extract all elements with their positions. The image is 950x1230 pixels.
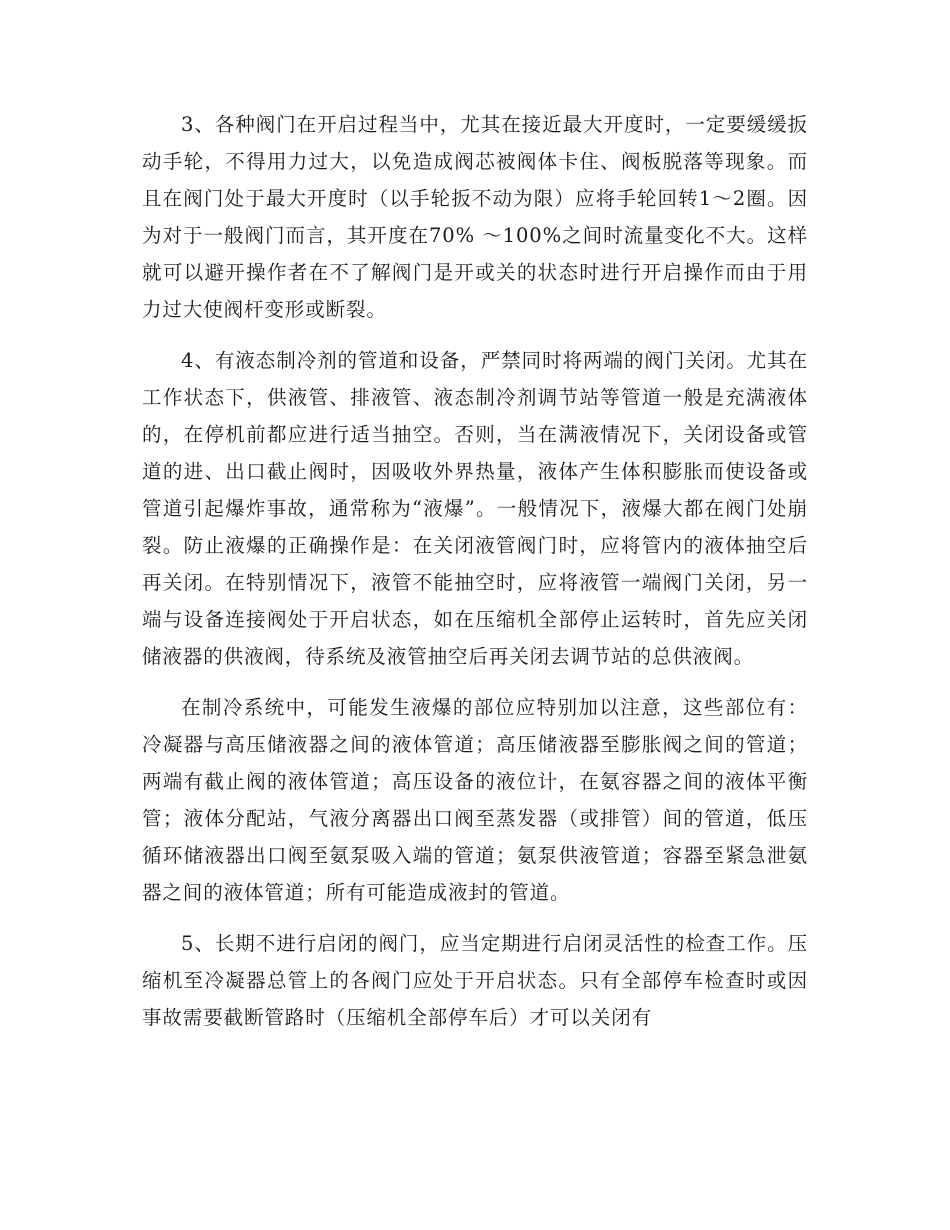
paragraph-liquid-refrigerant: 4、有液态制冷剂的管道和设备，严禁同时将两端的阀门关闭。尤其在工作状态下，供液管、排液管、液态制冷剂调节站等管道一般是充满液体的，在停机前都应进行适当抽空。否则，当在满液情况下，关闭设备或管道的进、出口截止阀时，因吸收外界热量，液体产生体积膨胀而使设备或管道引起爆炸事故，通常称为“液爆”。一般情况下，液爆大都在阀门处崩裂。防止液爆的正确操作是：在关闭液管阀门时，应将管内的液体抽空后再关闭。在特别情况下，液管不能抽空时，应将液管一端阀门关闭，另一端与设备连接阀处于开启状态，如在压缩机全部停止运转时，首先应关闭储液器的供液阀，待系统及液管抽空后再关闭去调节站的总供液阀。 [142,349,808,668]
paragraph-valve-opening: 3、各种阀门在开启过程当中，尤其在接近最大开度时，一定要缓缓扳动手轮，不得用力过大，以免造成阀芯被阀体卡住、阀板脱落等现象。而且在阀门处于最大开度时（以手轮扳不动为限）应将手轮回转1～2圈。因为对于一般阀门而言，其开度在70% ～100%之间时流量变化不大。这样就可以避开操作者在不了解阀门是开或关的状态时进行开启操作而由于用力过大使阀杆变形或断裂。 [142,113,808,321]
paragraph-periodic-check: 5、长期不进行启闭的阀门，应当定期进行启闭灵活性的检查工作。压缩机至冷凝器总管上的各阀门应处于开启状态。只有全部停车检查时或因事故需要截断管路时（压缩机全部停车后）才可以关闭有 [142,932,808,1029]
document-page [142,106,808,1036]
paragraph-liquid-burst-locations: 在制冷系统中，可能发生液爆的部位应特别加以注意，这些部位有：冷凝器与高压储液器之间的液体管道；高压储液器至膨胀阀之间的管道；两端有截止阀的液体管道；高压设备的液位计，在氨容器之间的液体平衡管；液体分配站，气液分离器出口阀至蒸发器（或排管）间的管道，低压循环储液器出口阀至氨泵吸入端的管道；氨泵供液管道；容器至紧急泄氨器之间的液体管道；所有可能造成液封的管道。 [142,696,808,904]
